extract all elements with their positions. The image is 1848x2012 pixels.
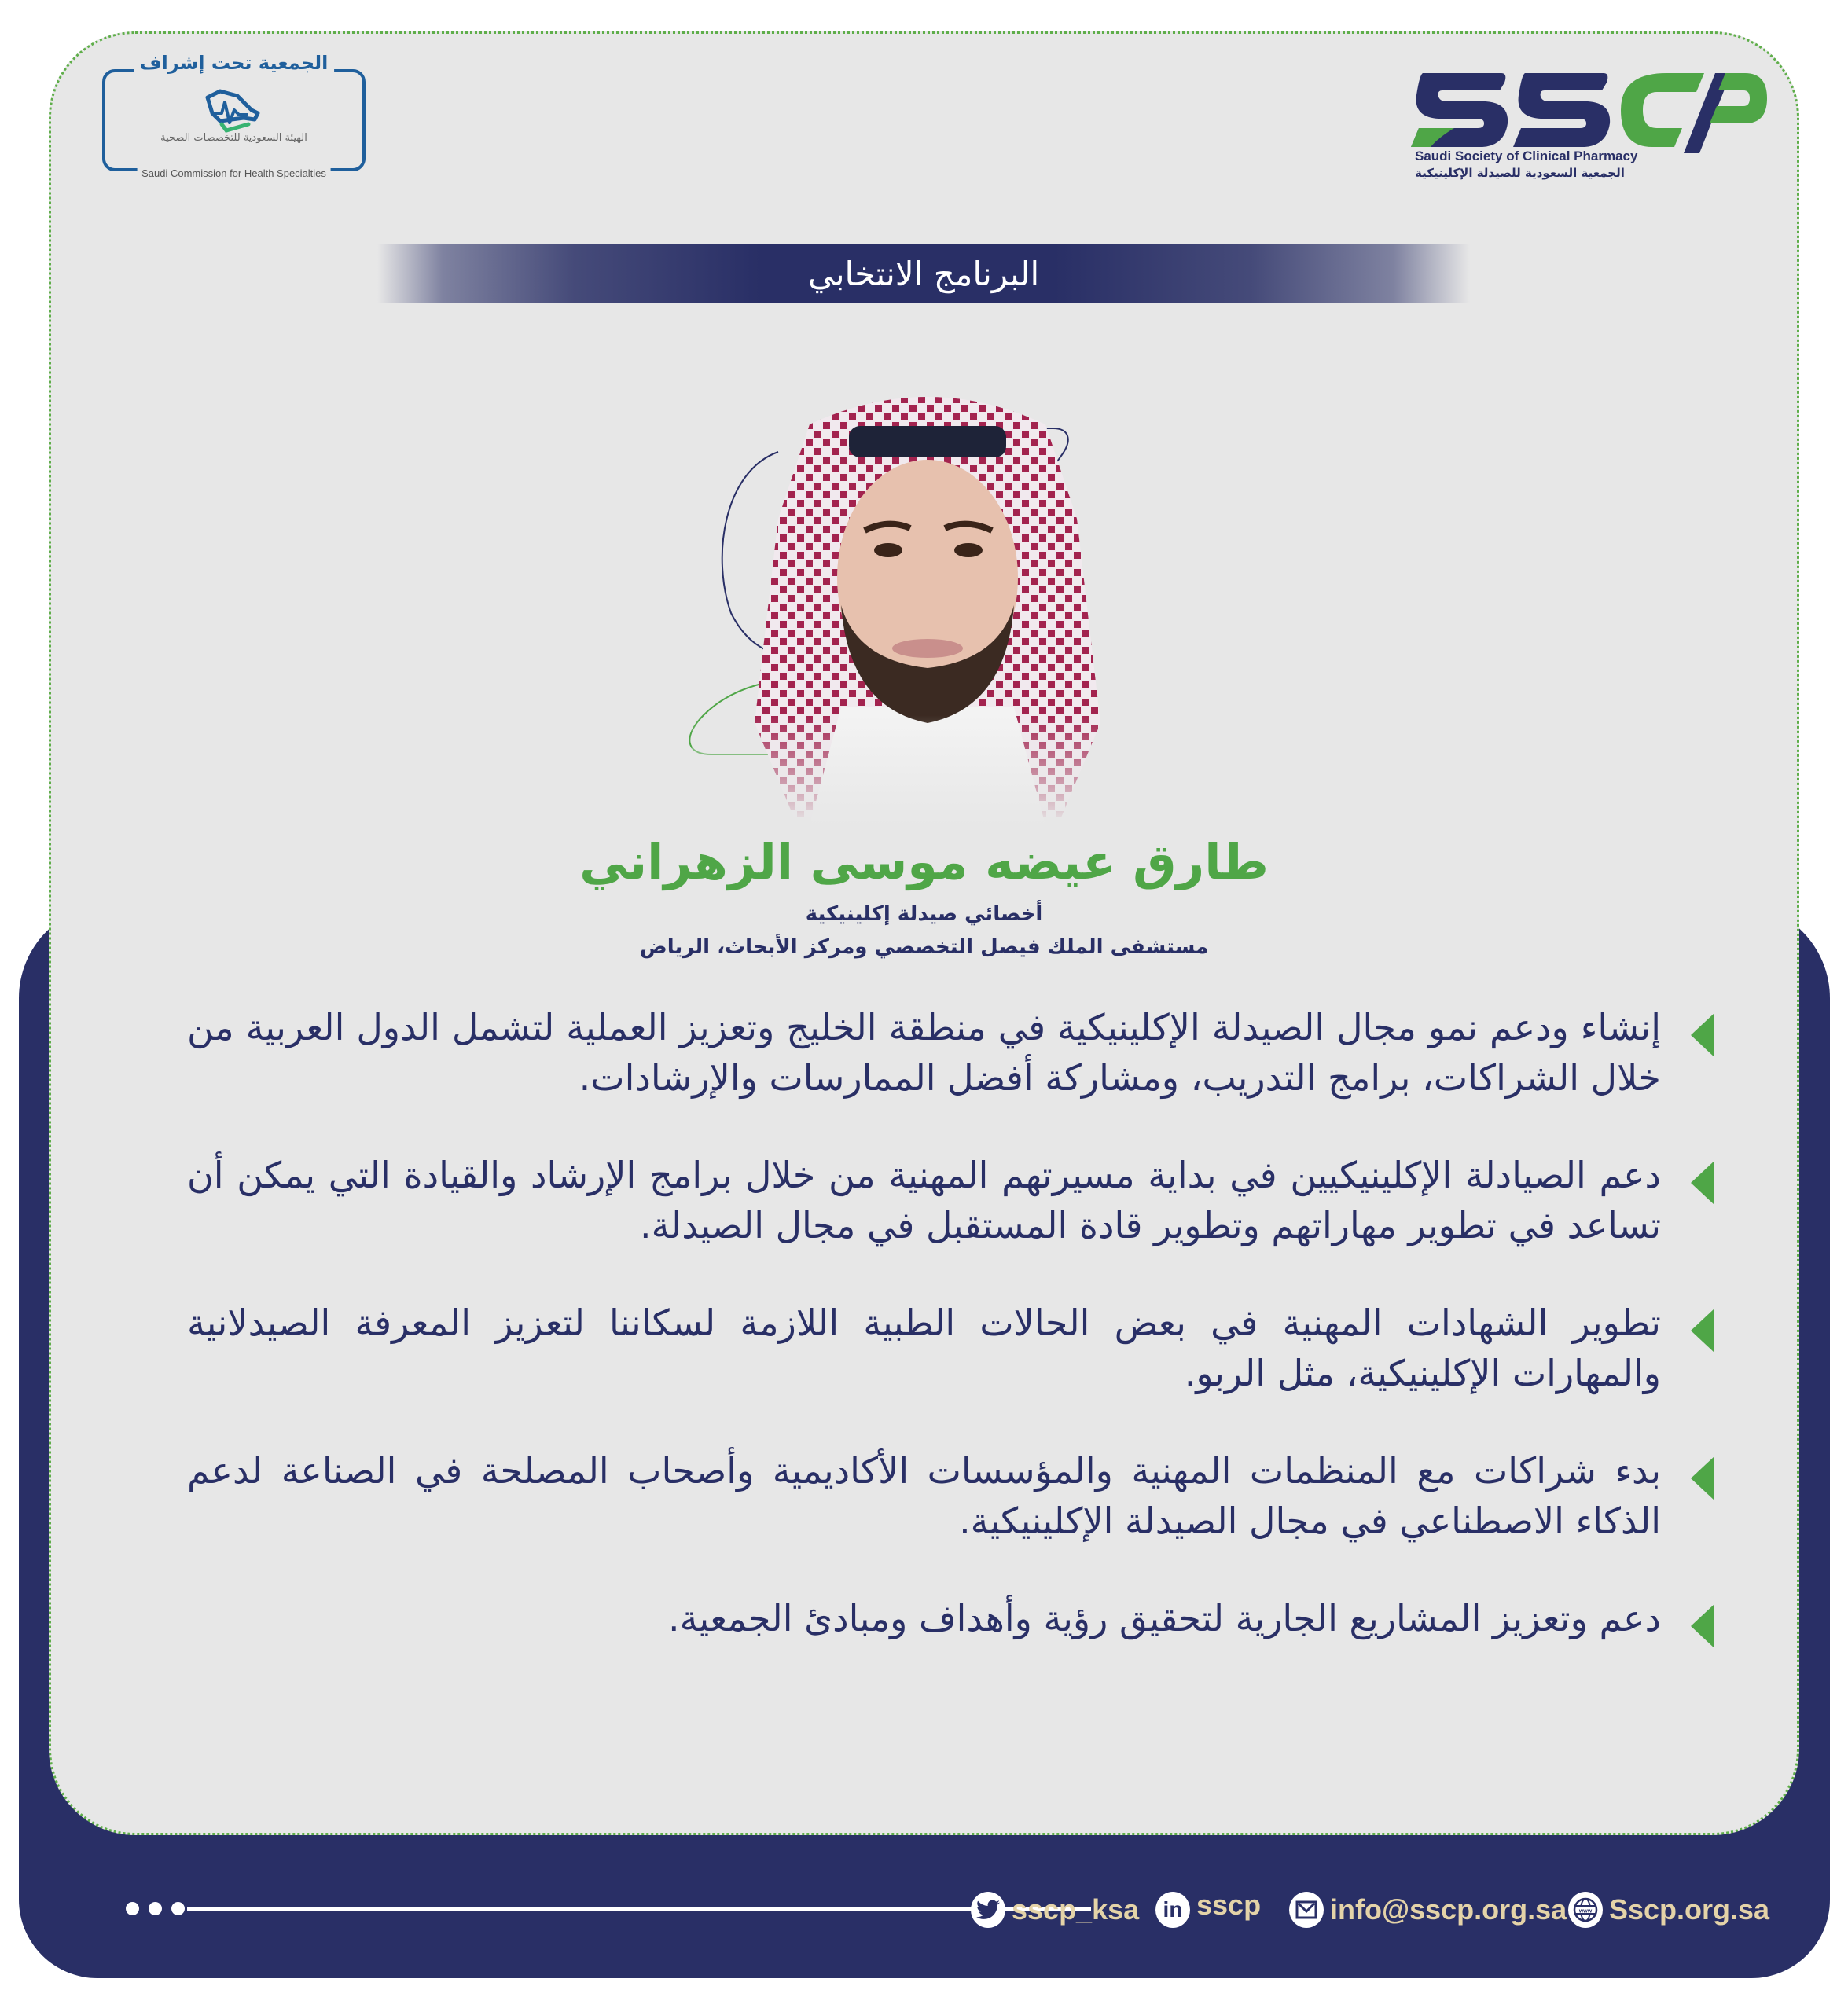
bullet-item	[187, 1002, 1661, 1103]
scfhs-name-ar: الهيئة السعودية للتخصصات الصحية	[160, 132, 307, 144]
green-triangle-bullet-icon	[1691, 1309, 1714, 1353]
program-bullet-list	[187, 1002, 1661, 1691]
candidate-name: طارق عيضه موسى الزهراني	[579, 833, 1269, 890]
globe-www-icon	[1568, 1892, 1603, 1928]
sscp-logo	[1407, 67, 1769, 193]
candidate-job-title: أخصائي صيدلة إكلينيكية	[805, 902, 1043, 926]
supervision-caption: الجمعية تحت إشراف	[134, 52, 335, 74]
linkedin-link[interactable]	[1155, 1886, 1261, 1933]
bullet-item	[187, 1150, 1661, 1250]
website-link[interactable]	[1568, 1886, 1769, 1933]
twitter-icon	[971, 1892, 1005, 1928]
sscp-name-en: Saudi Society of Clinical Pharmacy	[1415, 149, 1638, 163]
scfhs-supervision-logo	[102, 52, 366, 179]
green-triangle-bullet-icon	[1691, 1013, 1714, 1057]
bullet-item	[187, 1593, 1661, 1643]
bullet-text: إنشاء ودعم نمو مجال الصيدلة الإكلينيكية في منطقة الخليج وتعزيز العملية لتشمل الدول العربية من خلال الشراكات، برامج التدريب، ومشاركة أفضل الممارسات والإرشادات.	[187, 1006, 1661, 1099]
linkedin-icon: in	[1155, 1892, 1190, 1928]
program-title: البرنامج الانتخابي	[807, 254, 1040, 293]
svg-text:www: www	[1578, 1908, 1593, 1915]
sscp-logo-mark	[1407, 67, 1769, 153]
bullet-text: بدء شراكات مع المنظمات المهنية والمؤسسات الأكاديمية وأصحاب المصلحة في الصناعة لدعم الذكاء الاصطناعي في مجال الصيدلة الإكلينيكية.	[187, 1449, 1661, 1542]
footer-contacts	[118, 1886, 1769, 1933]
dot-icon	[126, 1902, 139, 1915]
candidate-photo	[692, 377, 1163, 825]
program-header-bar	[377, 244, 1470, 303]
twitter-handle: sscp_ksa	[1012, 1893, 1140, 1926]
bullet-text: دعم وتعزيز المشاريع الجارية لتحقيق رؤية وأهداف ومبادئ الجمعية.	[668, 1597, 1661, 1639]
footer-divider-line	[187, 1907, 1091, 1911]
dot-icon	[149, 1902, 162, 1915]
dot-icon	[171, 1902, 185, 1915]
linkedin-handle: sscp	[1196, 1889, 1262, 1921]
website-url: Sscp.org.sa	[1609, 1893, 1770, 1926]
sscp-name-ar: الجمعية السعودية للصيدلة الإكلينيكية	[1415, 166, 1625, 180]
green-triangle-bullet-icon	[1691, 1161, 1714, 1205]
bullet-item	[187, 1298, 1661, 1398]
saudi-map-heartbeat-icon	[197, 86, 267, 134]
email-link[interactable]	[1289, 1886, 1567, 1933]
email-icon	[1289, 1892, 1324, 1928]
bullet-text: تطوير الشهادات المهنية في بعض الحالات الطبية اللازمة لسكاننا لتعزيز المعرفة الصيدلانية والمهارات الإكلينيكية، مثل الربو.	[187, 1302, 1661, 1394]
twitter-link[interactable]	[971, 1886, 1139, 1933]
email-address: info@sscp.org.sa	[1330, 1893, 1567, 1926]
scfhs-name-en: Saudi Commission for Health Specialties	[137, 167, 331, 179]
bullet-item	[187, 1445, 1661, 1546]
green-triangle-bullet-icon	[1691, 1456, 1714, 1500]
candidate-organization: مستشفى الملك فيصل التخصصي ومركز الأبحاث، الرياض	[639, 935, 1209, 959]
decorative-dots	[126, 1902, 194, 1918]
bullet-text: دعم الصيادلة الإكلينيكيين في بداية مسيرتهم المهنية من خلال برامج الإرشاد والقيادة التي يمكن أن تساعد في تطوير مهاراتهم وتطوير قادة المستقبل في مجال الصيدلة.	[187, 1154, 1661, 1246]
green-triangle-bullet-icon	[1691, 1604, 1714, 1648]
